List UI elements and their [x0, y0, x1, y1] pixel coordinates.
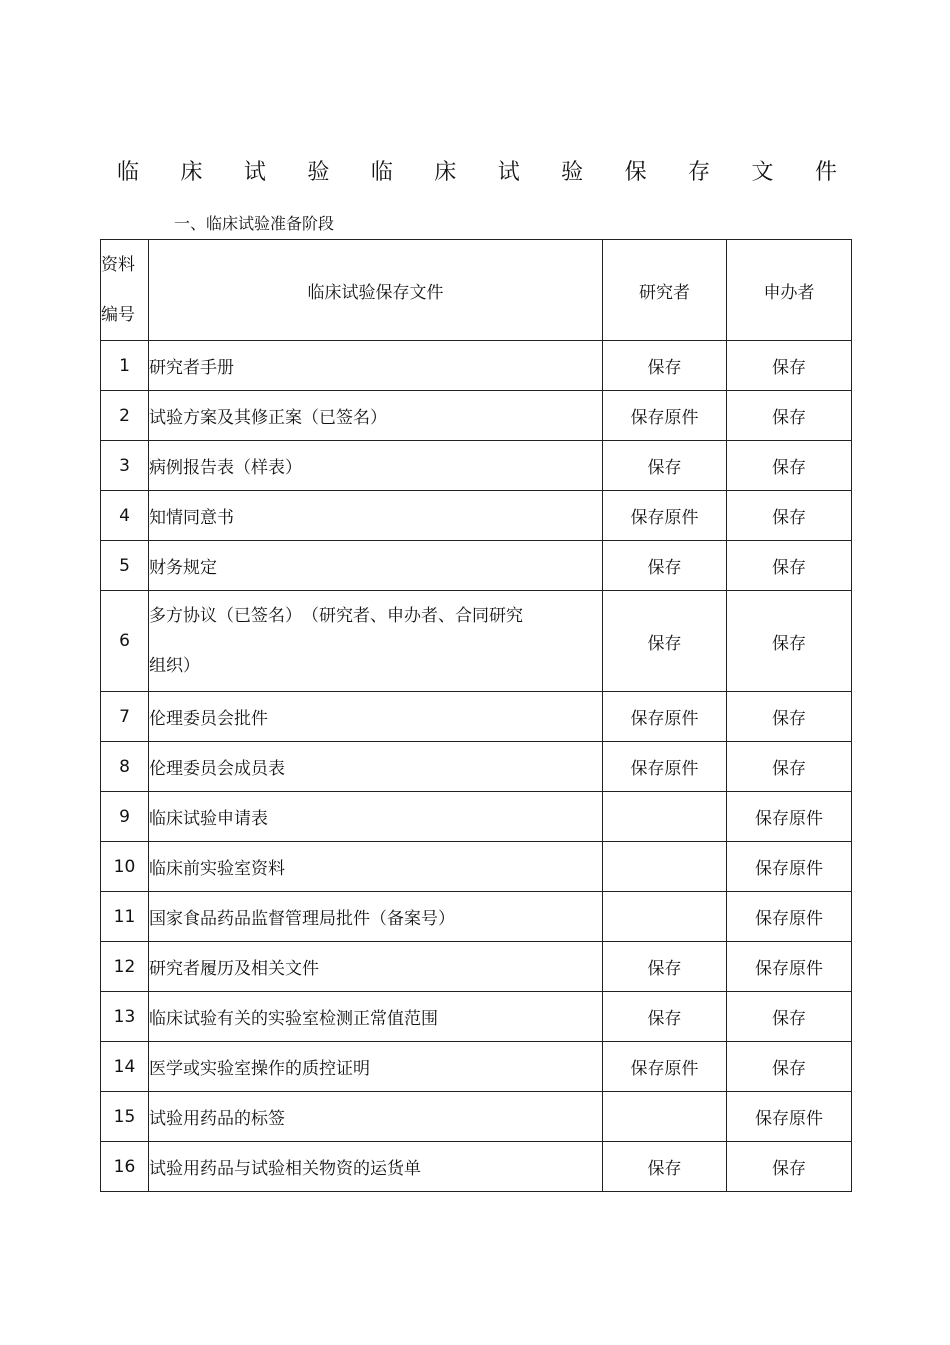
- row-researcher: 保存原件: [603, 692, 727, 742]
- table-row: [101, 692, 852, 742]
- row-researcher: [603, 792, 727, 842]
- row-sponsor: 保存: [727, 1142, 852, 1192]
- row-document: 临床前实验室资料: [149, 842, 603, 892]
- title-char: 件: [814, 159, 837, 185]
- row-document-line1: 多方协议（已签名） （研究者、申办者、合同研究: [149, 606, 523, 626]
- table-row: [101, 391, 852, 441]
- row-number: 15: [101, 1092, 149, 1142]
- row-document: 临床试验有关的实验室检测正常值范围: [149, 992, 603, 1042]
- row-number: 8: [101, 742, 149, 792]
- table-row: [101, 341, 852, 391]
- row-number: 2: [101, 391, 149, 441]
- row-document: 病例报告表（样表）: [149, 441, 603, 491]
- table-row: [101, 742, 852, 792]
- row-sponsor: 保存: [727, 591, 852, 692]
- table-row: [101, 541, 852, 591]
- row-number: 13: [101, 992, 149, 1042]
- table-row: [101, 792, 852, 842]
- row-sponsor: 保存: [727, 491, 852, 541]
- row-document: 临床试验申请表: [149, 792, 603, 842]
- row-researcher: 保存: [603, 1142, 727, 1192]
- table-row: [101, 1092, 852, 1142]
- row-researcher: 保存原件: [603, 391, 727, 441]
- row-document: 医学或实验室操作的质控证明: [149, 1042, 603, 1092]
- row-sponsor: 保存: [727, 742, 852, 792]
- table-row: [101, 491, 852, 541]
- row-number: 7: [101, 692, 149, 742]
- header-doc-number-line1: 资料: [101, 255, 135, 275]
- row-document: 财务规定: [149, 541, 603, 591]
- row-researcher: 保存原件: [603, 742, 727, 792]
- row-sponsor: 保存: [727, 992, 852, 1042]
- row-researcher: [603, 1092, 727, 1142]
- row-document: [149, 591, 603, 692]
- header-doc-number: [101, 240, 149, 341]
- row-sponsor: 保存: [727, 541, 852, 591]
- header-sponsor: 申办者: [727, 240, 852, 341]
- row-document: 研究者履历及相关文件: [149, 942, 603, 992]
- title-char: 验: [561, 159, 584, 185]
- row-researcher: 保存: [603, 591, 727, 692]
- row-researcher: 保存: [603, 541, 727, 591]
- title-char: 存: [688, 159, 711, 185]
- row-sponsor: 保存: [727, 441, 852, 491]
- table-row: [101, 842, 852, 892]
- title-char: 保: [624, 159, 647, 185]
- document-title: [117, 150, 837, 190]
- table-row: [101, 1042, 852, 1092]
- row-sponsor: 保存: [727, 1042, 852, 1092]
- row-number: 3: [101, 441, 149, 491]
- row-researcher: 保存原件: [603, 1042, 727, 1092]
- row-sponsor: 保存原件: [727, 942, 852, 992]
- title-char: 临: [370, 159, 393, 185]
- row-sponsor: 保存原件: [727, 842, 852, 892]
- row-number: 14: [101, 1042, 149, 1092]
- header-researcher: 研究者: [603, 240, 727, 341]
- row-researcher: 保存: [603, 341, 727, 391]
- row-document: 伦理委员会批件: [149, 692, 603, 742]
- row-document-line2: 组织）: [149, 656, 200, 676]
- row-document: 知情同意书: [149, 491, 603, 541]
- row-sponsor: 保存原件: [727, 892, 852, 942]
- row-researcher: 保存原件: [603, 491, 727, 541]
- row-number: 9: [101, 792, 149, 842]
- table-header-row: [101, 240, 852, 341]
- row-document: 试验用药品与试验相关物资的运货单: [149, 1142, 603, 1192]
- row-sponsor: 保存: [727, 692, 852, 742]
- table-row: [101, 591, 852, 692]
- table-row: [101, 1142, 852, 1192]
- row-number: 1: [101, 341, 149, 391]
- row-researcher: [603, 892, 727, 942]
- title-char: 试: [243, 159, 266, 185]
- table-row: [101, 942, 852, 992]
- row-number: 4: [101, 491, 149, 541]
- row-researcher: 保存: [603, 992, 727, 1042]
- title-char: 文: [751, 159, 774, 185]
- row-number: 10: [101, 842, 149, 892]
- row-number: 5: [101, 541, 149, 591]
- header-document: 临床试验保存文件: [149, 240, 603, 341]
- title-char: 试: [497, 159, 520, 185]
- row-document: 试验用药品的标签: [149, 1092, 603, 1142]
- row-document: 伦理委员会成员表: [149, 742, 603, 792]
- row-document: 国家食品药品监督管理局批件（备案号）: [149, 892, 603, 942]
- row-researcher: [603, 842, 727, 892]
- row-sponsor: 保存原件: [727, 1092, 852, 1142]
- table-row: [101, 441, 852, 491]
- header-doc-number-line2: 编号: [101, 305, 135, 325]
- row-document: 研究者手册: [149, 341, 603, 391]
- row-researcher: 保存: [603, 441, 727, 491]
- title-char: 临: [117, 159, 140, 185]
- row-number: 11: [101, 892, 149, 942]
- table-row: [101, 992, 852, 1042]
- title-char: 床: [434, 159, 457, 185]
- row-number: 12: [101, 942, 149, 992]
- table-row: [101, 892, 852, 942]
- row-document: 试验方案及其修正案（已签名）: [149, 391, 603, 441]
- row-sponsor: 保存原件: [727, 792, 852, 842]
- title-char: 床: [180, 159, 203, 185]
- title-char: 验: [307, 159, 330, 185]
- row-number: 6: [101, 591, 149, 692]
- row-researcher: 保存: [603, 942, 727, 992]
- section-heading: 一、临床试验准备阶段: [174, 214, 335, 233]
- document-table: [100, 239, 852, 1192]
- row-number: 16: [101, 1142, 149, 1192]
- row-sponsor: 保存: [727, 391, 852, 441]
- row-sponsor: 保存: [727, 341, 852, 391]
